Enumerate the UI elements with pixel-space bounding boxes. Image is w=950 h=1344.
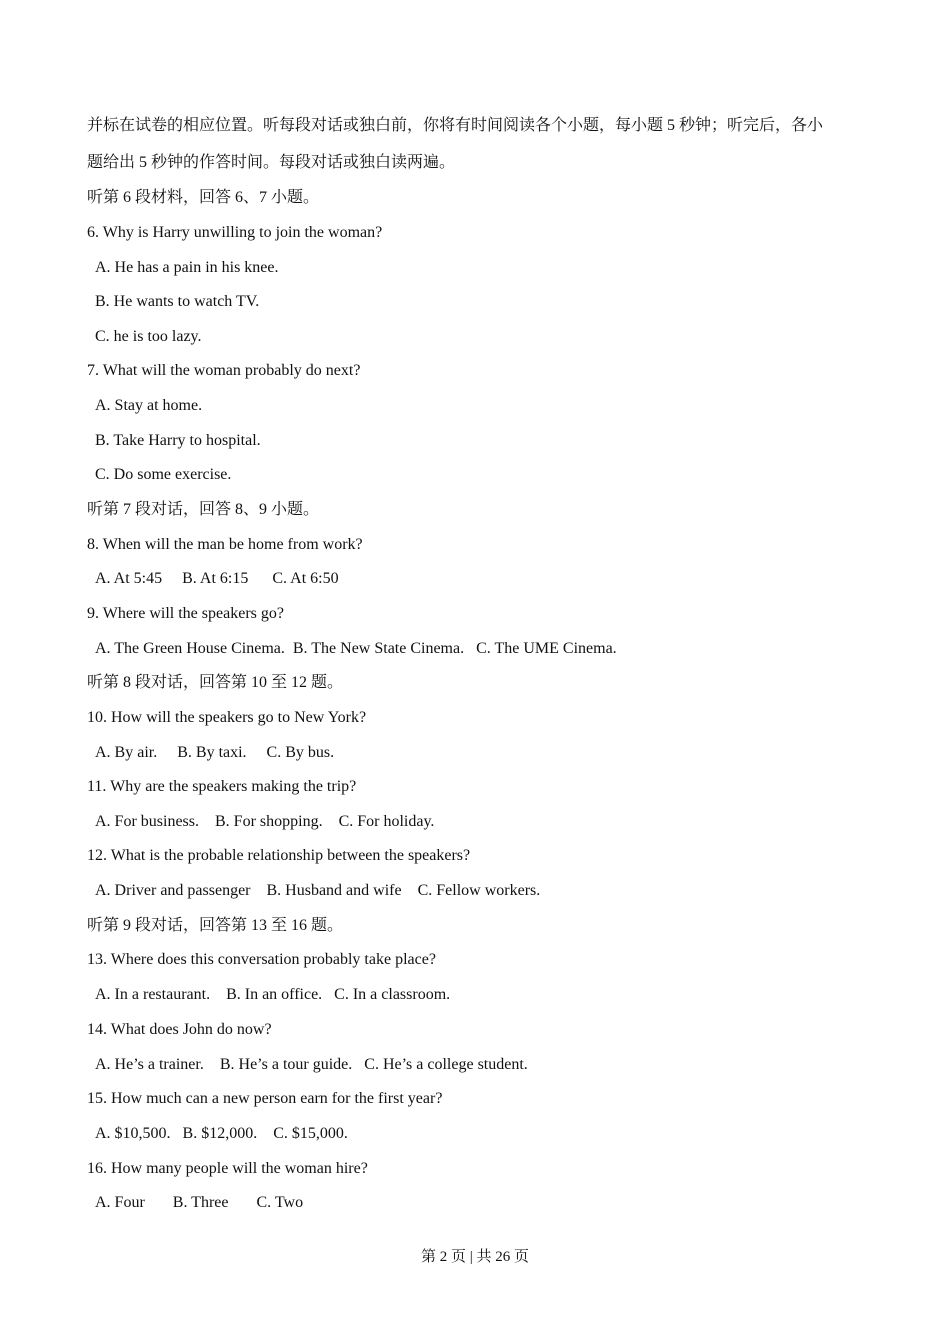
section-heading: 听第 9 段对话，回答第 13 至 16 题。 [87, 917, 344, 934]
question-7: 7. What will the woman probably do next? [87, 362, 361, 379]
option: C. Do some exercise. [95, 466, 232, 483]
options-row: A. In a restaurant. B. In an office. C. In a classroom. [95, 986, 451, 1003]
options-row: A. By air. B. By taxi. C. By bus. [95, 744, 335, 761]
option: A. He has a pain in his knee. [95, 259, 279, 276]
option: B. He wants to watch TV. [95, 293, 260, 310]
section-heading: 听第 6 段材料，回答 6、7 小题。 [87, 189, 320, 206]
question-15: 15. How much can a new person earn for the first year? [87, 1090, 443, 1107]
section-heading: 听第 8 段对话，回答第 10 至 12 题。 [87, 674, 344, 691]
options-row: A. For business. B. For shopping. C. For holiday. [95, 813, 435, 830]
question-12: 12. What is the probable relationship between the speakers? [87, 847, 471, 864]
section-heading: 听第 7 段对话，回答 8、9 小题。 [87, 501, 320, 518]
options-row: A. He’s a trainer. B. He’s a tour guide. C. He’s a college student. [95, 1056, 528, 1073]
question-14: 14. What does John do now? [87, 1021, 272, 1038]
options-row: A. $10,500. B. $12,000. C. $15,000. [95, 1125, 348, 1142]
options-row: A. Four B. Three C. Two [95, 1194, 304, 1211]
options-row: A. The Green House Cinema. B. The New State Cinema. C. The UME Cinema. [95, 640, 617, 657]
instruction-text: 并标在试卷的相应位置。听每段对话或独白前，你将有时间阅读各个小题，每小题 5 秒钟；听完后，各小 [87, 117, 824, 134]
question-9: 9. Where will the speakers go? [87, 605, 284, 622]
option: A. Stay at home. [95, 397, 203, 414]
question-16: 16. How many people will the woman hire? [87, 1160, 368, 1177]
option: C. he is too lazy. [95, 328, 202, 345]
question-11: 11. Why are the speakers making the trip? [87, 778, 357, 795]
page-footer: 第 2 页 | 共 26 页 [420, 1249, 529, 1265]
question-13: 13. Where does this conversation probably take place? [87, 951, 436, 968]
instruction-text: 题给出 5 秒钟的作答时间。每段对话或独白读两遍。 [87, 154, 456, 171]
question-6: 6. Why is Harry unwilling to join the woman? [87, 224, 383, 241]
question-10: 10. How will the speakers go to New York? [87, 709, 367, 726]
option: B. Take Harry to hospital. [95, 432, 261, 449]
options-row: A. At 5:45 B. At 6:15 C. At 6:50 [95, 570, 339, 587]
options-row: A. Driver and passenger B. Husband and wife C. Fellow workers. [95, 882, 541, 899]
question-8: 8. When will the man be home from work? [87, 536, 363, 553]
